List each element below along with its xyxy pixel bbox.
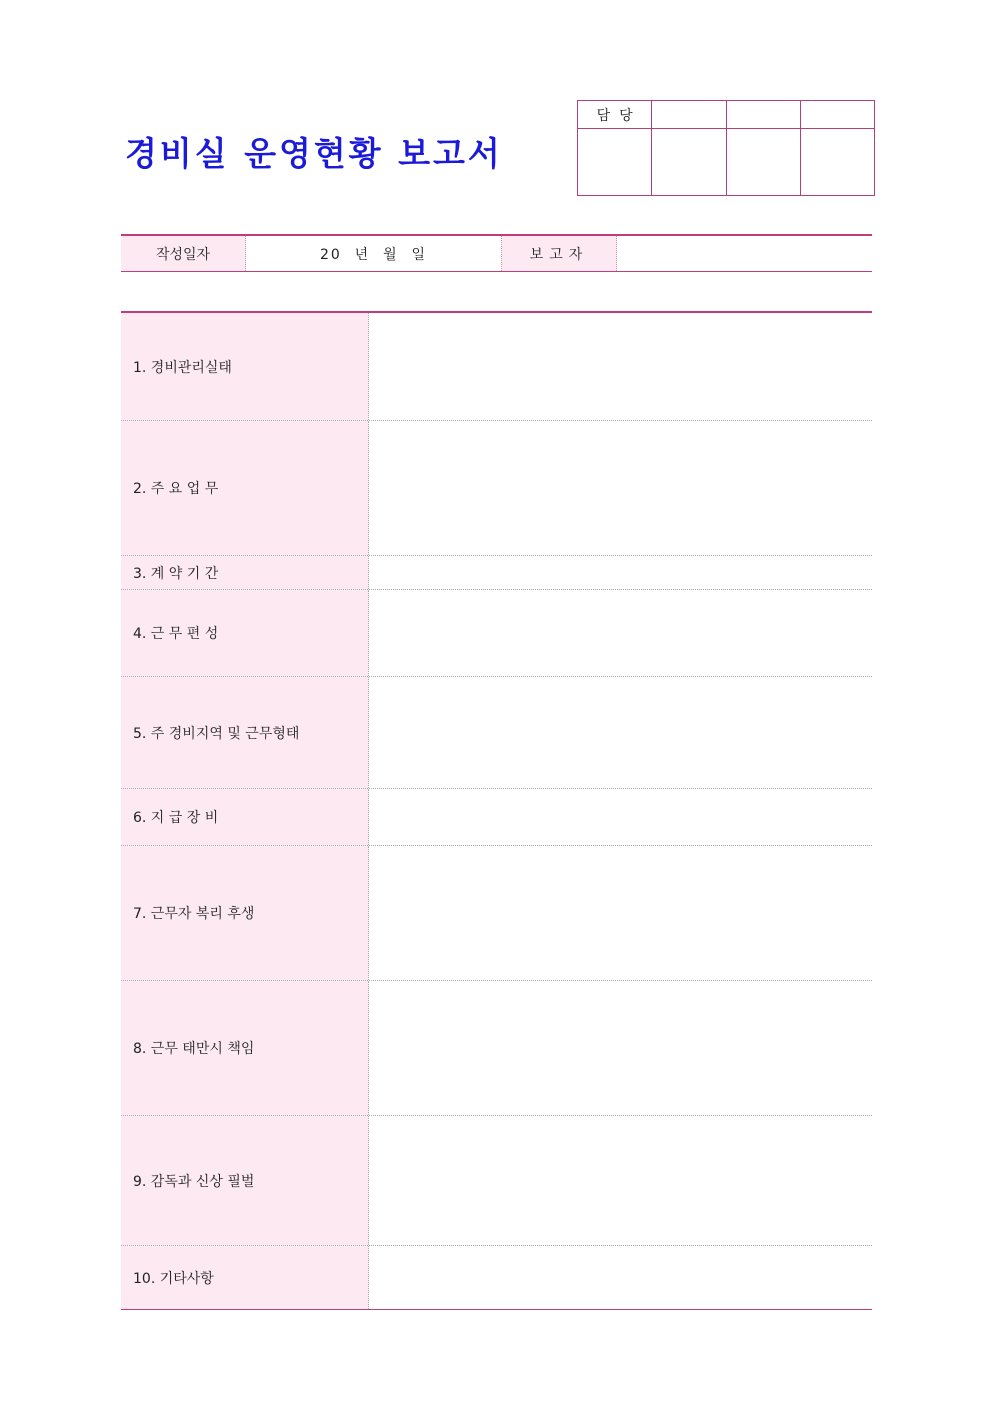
section-label: 1. 경비관리실태	[121, 313, 369, 420]
section-row	[121, 981, 872, 1116]
section-label: 3. 계 약 기 간	[121, 556, 369, 589]
document-title: 경비실 운영현황 보고서	[125, 134, 503, 173]
section-label: 7. 근무자 복리 후생	[121, 846, 369, 980]
report-sections-table	[121, 311, 872, 1310]
section-content-field[interactable]	[369, 590, 872, 676]
approval-sign-cell[interactable]	[652, 129, 726, 196]
section-row	[121, 1246, 872, 1309]
section-content-field[interactable]	[369, 313, 872, 420]
approval-sign-cell[interactable]	[726, 129, 800, 196]
approval-header-cell[interactable]	[726, 101, 800, 129]
section-label: 4. 근 무 편 성	[121, 590, 369, 676]
section-content-field[interactable]	[369, 981, 872, 1115]
section-label: 6. 지 급 장 비	[121, 789, 369, 845]
section-content-field[interactable]	[369, 789, 872, 845]
section-row	[121, 1116, 872, 1246]
approval-box	[577, 100, 875, 196]
approval-header-cell[interactable]	[652, 101, 726, 129]
date-field[interactable]: 20 년 월 일	[246, 236, 502, 271]
approval-header-label: 담 당	[578, 101, 652, 129]
section-content-field[interactable]	[369, 421, 872, 555]
section-row	[121, 556, 872, 590]
section-row	[121, 421, 872, 556]
reporter-field[interactable]	[617, 236, 872, 271]
section-label: 10. 기타사항	[121, 1246, 369, 1309]
approval-sign-cell[interactable]	[578, 129, 652, 196]
section-content-field[interactable]	[369, 846, 872, 980]
section-label: 8. 근무 태만시 책임	[121, 981, 369, 1115]
report-info-row	[121, 234, 872, 272]
section-row	[121, 789, 872, 846]
section-label: 5. 주 경비지역 및 근무형태	[121, 677, 369, 788]
date-label: 작성일자	[121, 236, 246, 271]
section-row	[121, 313, 872, 421]
section-content-field[interactable]	[369, 1246, 872, 1309]
section-row	[121, 846, 872, 981]
section-content-field[interactable]	[369, 556, 872, 589]
section-label: 9. 감독과 신상 필벌	[121, 1116, 369, 1245]
section-content-field[interactable]	[369, 1116, 872, 1245]
approval-sign-cell[interactable]	[800, 129, 874, 196]
section-label: 2. 주 요 업 무	[121, 421, 369, 555]
section-row	[121, 677, 872, 789]
reporter-label: 보고자	[502, 236, 617, 271]
approval-header-cell[interactable]	[800, 101, 874, 129]
section-content-field[interactable]	[369, 677, 872, 788]
section-row	[121, 590, 872, 677]
